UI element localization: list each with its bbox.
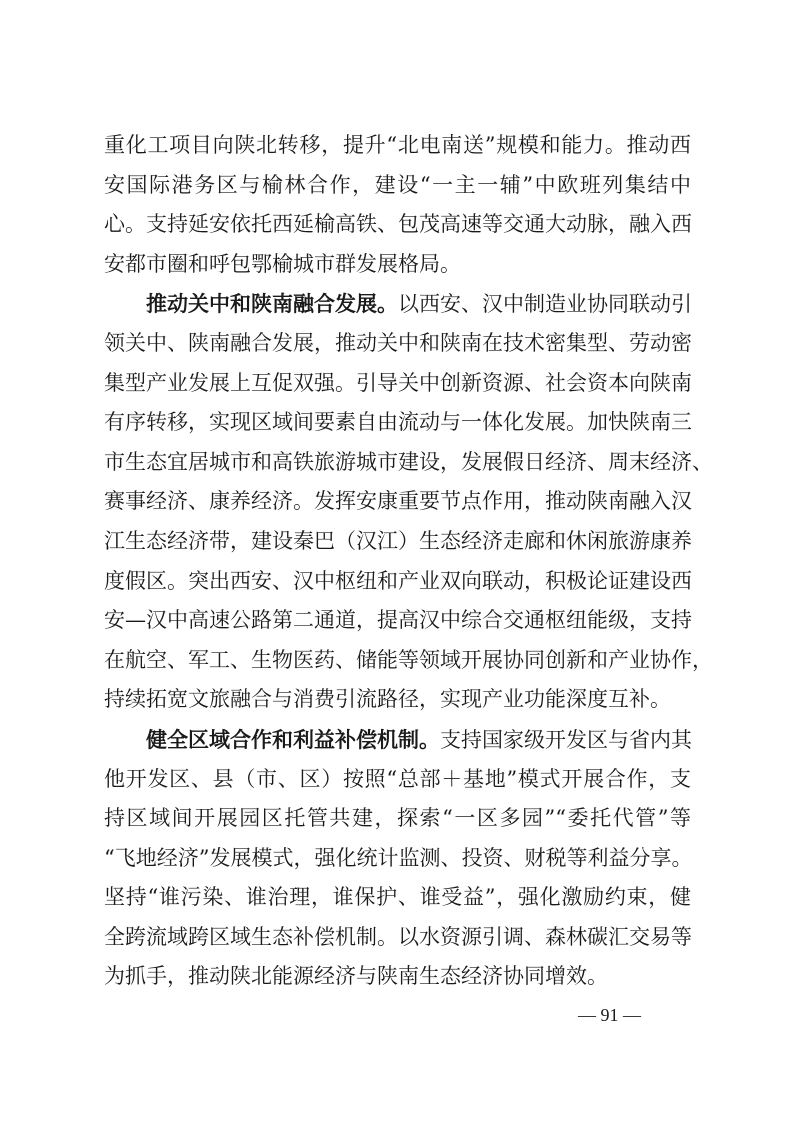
text-line: 江生态经济带，建设秦巴（汉江）生态经济走廊和休闲旅游康养 — [104, 528, 692, 553]
paragraph-heading: 健全区域合作和利益补偿机制。 — [146, 726, 440, 752]
text-line: 安国际港务区与榆林合作，建设“一主一辅”中欧班列集结中 — [104, 172, 691, 197]
text-line: 赛事经济、康养经济。发挥安康重要节点作用，推动陕南融入汉 — [104, 489, 692, 514]
text-line: 安都市圈和呼包鄂榆城市群发展格局。 — [104, 251, 461, 276]
body-text — [104, 126, 713, 997]
text-line: 集型产业发展上互促双强。引导关中创新资源、社会资本向陕南 — [104, 370, 692, 395]
page-number: — 91 — — [578, 1005, 641, 1025]
text-line: “飞地经济”发展模式，强化统计监测、投资、财税等利益分享。 — [104, 845, 693, 870]
text-line: 重化工项目向陕北转移，提升“北电南送”规模和能力。推动西 — [104, 133, 691, 157]
text-line: 领关中、陕南融合发展，推动关中和陕南在技术密集型、劳动密 — [104, 330, 692, 355]
text-line: 心。支持延安依托西延榆高铁、包茂高速等交通大动脉，融入西 — [104, 212, 692, 237]
text-line: 坚持“谁污染、谁治理，谁保护、谁受益”，强化激励约束，健 — [104, 885, 691, 910]
paragraph-first-line — [104, 720, 691, 760]
text-run: 以西安、汉中制造业协同联动引 — [398, 292, 692, 317]
text-line: 安—汉中高速公路第二通道，提高汉中综合交通枢纽能级，支持 — [104, 608, 692, 633]
text-line: 全跨流域跨区域生态补偿机制。以水资源引调、森林碳汇交易等 — [104, 924, 692, 949]
text-line: 为抓手，推动陕北能源经济与陕南生态经济协同增效。 — [104, 964, 608, 989]
paragraph-heading: 推动关中和陕南融合发展。 — [146, 291, 398, 317]
text-line: 持续拓宽文旅融合与消费引流路径，实现产业功能深度互补。 — [104, 687, 671, 712]
text-line: 度假区。突出西安、汉中枢纽和产业双向联动，积极论证建设西 — [104, 568, 692, 593]
text-line: 在航空、军工、生物医药、储能等领域开展协同创新和产业协作， — [104, 647, 713, 672]
text-line: 他开发区、县（市、区）按照“总部＋基地”模式开展合作，支 — [104, 766, 691, 791]
text-run: 支持国家级开发区与省内其 — [440, 727, 692, 752]
text-line: 有序转移，实现区域间要素自由流动与一体化发展。加快陕南三 — [104, 410, 692, 435]
paragraph-first-line — [104, 284, 691, 324]
text-line: 持区域间开展园区托管共建，探索“一区多园”“委托代管”等 — [104, 806, 691, 831]
text-line: 市生态宜居城市和高铁旅游城市建设，发展假日经济、周末经济、 — [104, 449, 713, 474]
